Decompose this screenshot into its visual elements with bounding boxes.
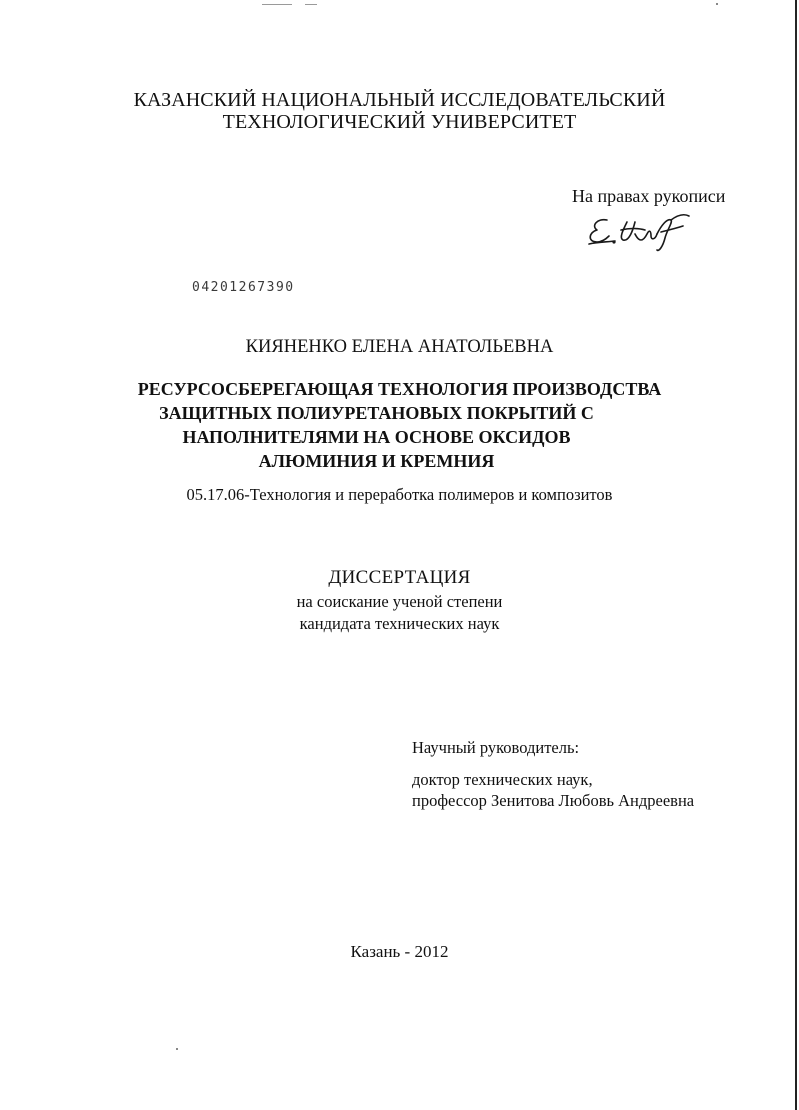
manuscript-rights-text: На правах рукописи	[572, 186, 726, 206]
inventory-number: 04201267390	[192, 280, 295, 295]
supervisor-degree: доктор технических наук,	[412, 770, 593, 789]
title-line-2: ЗАЩИТНЫХ ПОЛИУРЕТАНОВЫХ ПОКРЫТИЙ С	[159, 403, 594, 423]
supervisor-name: профессор Зенитова Любовь Андреевна	[412, 791, 695, 810]
title-line-3: НАПОЛНИТЕЛЯМИ НА ОСНОВЕ ОКСИДОВ	[182, 427, 571, 447]
degree-line-2: кандидата технических наук	[299, 614, 500, 633]
title-line-4: АЛЮМИНИЯ И КРЕМНИЯ	[258, 451, 495, 471]
supervisor-label: Научный руководитель:	[412, 738, 580, 757]
specialty-code: 05.17.06-Технология и переработка полимеров и композитов	[186, 485, 613, 504]
scan-mark	[716, 3, 718, 5]
scan-mark	[262, 4, 292, 5]
author-name: КИЯНЕНКО ЕЛЕНА АНАТОЛЬЕВНА	[245, 337, 554, 357]
dissertation-heading: ДИССЕРТАЦИЯ	[328, 567, 471, 588]
degree-line-1: на соискание ученой степени	[296, 592, 503, 611]
title-line-1: РЕСУРСОСБЕРЕГАЮЩАЯ ТЕХНОЛОГИЯ ПРОИЗВОДСТВА	[137, 379, 662, 399]
signature-icon	[585, 208, 695, 252]
university-name-line-1: КАЗАНСКИЙ НАЦИОНАЛЬНЫЙ ИССЛЕДОВАТЕЛЬСКИЙ	[133, 89, 666, 111]
city-year: Казань - 2012	[350, 942, 449, 961]
scan-mark	[305, 4, 317, 5]
scan-mark	[176, 1048, 178, 1050]
university-name-line-2: ТЕХНОЛОГИЧЕСКИЙ УНИВЕРСИТЕТ	[222, 111, 577, 133]
